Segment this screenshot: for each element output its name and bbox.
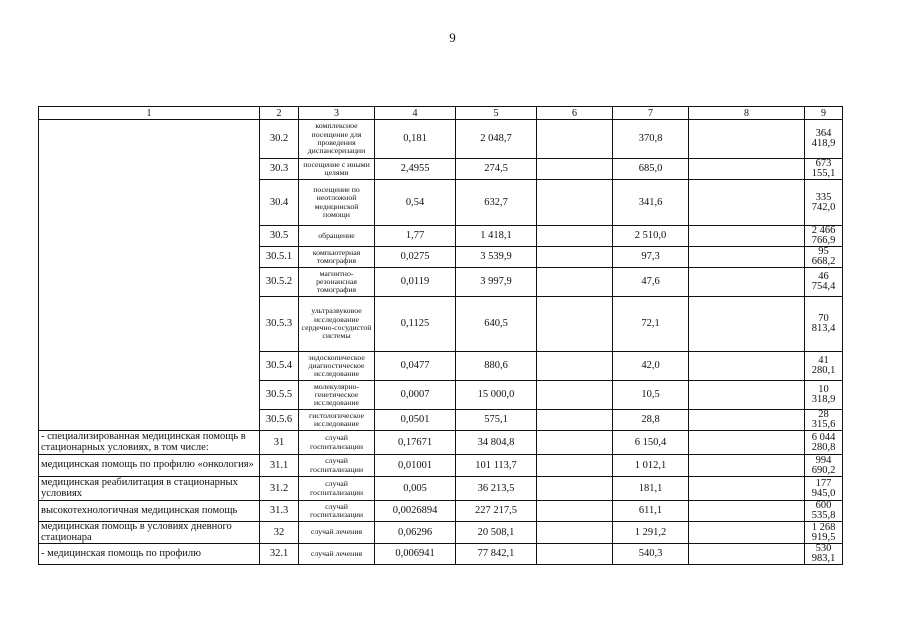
cell-c3: 0,01001 — [375, 455, 456, 477]
cell-c4: 77 842,1 — [456, 544, 537, 565]
cell-c8: 6 044 280,8 — [805, 431, 843, 455]
cell-c7 — [689, 501, 805, 522]
cell-c3: 0,006941 — [375, 544, 456, 565]
cell-c5 — [537, 352, 613, 381]
cell-c6: 6 150,4 — [613, 431, 689, 455]
cell-c4: 20 508,1 — [456, 522, 537, 544]
cell-c3: 0,0119 — [375, 268, 456, 297]
cell-c5 — [537, 455, 613, 477]
cell-c6: 28,8 — [613, 410, 689, 431]
table-row — [39, 544, 843, 565]
row-code-cell: 31.3 — [260, 501, 299, 522]
cell-c8: 994 690,2 — [805, 455, 843, 477]
cell-c6: 97,3 — [613, 247, 689, 268]
cell-c5 — [537, 180, 613, 226]
table-body — [39, 107, 843, 565]
service-unit-cell: случай госпитализации — [299, 477, 375, 501]
cell-c8: 364 418,9 — [805, 120, 843, 159]
cell-c7 — [689, 477, 805, 501]
cell-c6: 370,8 — [613, 120, 689, 159]
cell-c3: 0,06296 — [375, 522, 456, 544]
cell-c8: 10 318,9 — [805, 381, 843, 410]
cell-c5 — [537, 247, 613, 268]
cell-c7 — [689, 410, 805, 431]
cell-c4: 34 804,8 — [456, 431, 537, 455]
cell-c6: 47,6 — [613, 268, 689, 297]
service-unit-cell: случай госпитализации — [299, 455, 375, 477]
service-unit-cell: посещение с иными целями — [299, 159, 375, 180]
row-code-cell: 30.2 — [260, 120, 299, 159]
row-code-cell: 30.5.5 — [260, 381, 299, 410]
cell-c8: 177 945,0 — [805, 477, 843, 501]
cell-c3: 0,17671 — [375, 431, 456, 455]
cell-c7 — [689, 297, 805, 352]
service-unit-cell: комплексное посещение для проведения диспансеризации — [299, 120, 375, 159]
row-code-cell: 30.3 — [260, 159, 299, 180]
cell-c7 — [689, 226, 805, 247]
table-row — [39, 455, 843, 477]
service-unit-cell: молекулярно-генетическое исследование — [299, 381, 375, 410]
cell-c7 — [689, 159, 805, 180]
cell-c4: 3 997,9 — [456, 268, 537, 297]
cell-c8: 673 155,1 — [805, 159, 843, 180]
cell-c4: 880,6 — [456, 352, 537, 381]
cell-c5 — [537, 226, 613, 247]
cell-c8: 46 754,4 — [805, 268, 843, 297]
cell-c6: 42,0 — [613, 352, 689, 381]
cell-c3: 0,0501 — [375, 410, 456, 431]
cell-c4: 3 539,9 — [456, 247, 537, 268]
row-code-cell: 31.2 — [260, 477, 299, 501]
page-number: 9 — [449, 30, 456, 45]
cell-c3: 0,005 — [375, 477, 456, 501]
cell-c4: 227 217,5 — [456, 501, 537, 522]
cell-c5 — [537, 159, 613, 180]
cell-c6: 72,1 — [613, 297, 689, 352]
cell-c7 — [689, 455, 805, 477]
cell-c7 — [689, 352, 805, 381]
service-unit-cell: обращение — [299, 226, 375, 247]
cell-c3: 0,0477 — [375, 352, 456, 381]
cell-c4: 640,5 — [456, 297, 537, 352]
header-cell: 5 — [456, 107, 537, 120]
row-code-cell: 30.5.1 — [260, 247, 299, 268]
table-header-row — [39, 107, 843, 120]
cell-c6: 1 291,2 — [613, 522, 689, 544]
service-unit-cell: эндоскопическое диагностическое исследование — [299, 352, 375, 381]
row-code-cell: 30.5.2 — [260, 268, 299, 297]
service-unit-cell: случай лечения — [299, 544, 375, 565]
cell-c5 — [537, 522, 613, 544]
service-unit-cell: случай госпитализации — [299, 431, 375, 455]
header-cell: 1 — [39, 107, 260, 120]
cell-c3: 0,0007 — [375, 381, 456, 410]
table-row — [39, 522, 843, 544]
cell-c5 — [537, 477, 613, 501]
service-unit-cell: гистологическое исследование — [299, 410, 375, 431]
cell-c7 — [689, 431, 805, 455]
cell-c5 — [537, 410, 613, 431]
row-code-cell: 30.5.6 — [260, 410, 299, 431]
cell-c4: 1 418,1 — [456, 226, 537, 247]
row-code-cell: 31.1 — [260, 455, 299, 477]
table-row — [39, 477, 843, 501]
cell-c8: 2 466 766,9 — [805, 226, 843, 247]
cell-c5 — [537, 120, 613, 159]
service-unit-cell: посещение по неотложной медицинской помощи — [299, 180, 375, 226]
row-name-cell: медицинская реабилитация в стационарных условиях — [39, 477, 260, 501]
cell-c8: 335 742,0 — [805, 180, 843, 226]
cell-c6: 685,0 — [613, 159, 689, 180]
row-code-cell: 30.5.4 — [260, 352, 299, 381]
cell-c8: 600 535,8 — [805, 501, 843, 522]
row-code-cell: 32 — [260, 522, 299, 544]
row-name-cell: высокотехнологичная медицинская помощь — [39, 501, 260, 522]
header-cell: 3 — [299, 107, 375, 120]
cell-c7 — [689, 247, 805, 268]
cell-c3: 0,54 — [375, 180, 456, 226]
cell-c4: 36 213,5 — [456, 477, 537, 501]
cell-c5 — [537, 501, 613, 522]
header-cell: 6 — [537, 107, 613, 120]
cell-c3: 0,0026894 — [375, 501, 456, 522]
cell-c7 — [689, 268, 805, 297]
row-code-cell: 32.1 — [260, 544, 299, 565]
cell-c3: 0,1125 — [375, 297, 456, 352]
cell-c8: 530 983,1 — [805, 544, 843, 565]
row-name-cell: - специализированная медицинская помощь в стационарных условиях, в том числе: — [39, 431, 260, 455]
cell-c4: 101 113,7 — [456, 455, 537, 477]
header-cell: 2 — [260, 107, 299, 120]
cell-c4: 575,1 — [456, 410, 537, 431]
cell-c6: 181,1 — [613, 477, 689, 501]
service-unit-cell: случай госпитализации — [299, 501, 375, 522]
row-name-cell: - медицинская помощь по профилю — [39, 544, 260, 565]
cell-c8: 28 315,6 — [805, 410, 843, 431]
cell-c7 — [689, 381, 805, 410]
merged-blank-cell — [39, 120, 260, 431]
cell-c6: 2 510,0 — [613, 226, 689, 247]
cell-c7 — [689, 120, 805, 159]
cell-c7 — [689, 522, 805, 544]
row-name-cell: медицинская помощь по профилю «онкология» — [39, 455, 260, 477]
cell-c5 — [537, 381, 613, 410]
cell-c4: 15 000,0 — [456, 381, 537, 410]
row-name-cell: медицинская помощь в условиях дневного стационара — [39, 522, 260, 544]
cell-c7 — [689, 544, 805, 565]
service-unit-cell: компьютерная томография — [299, 247, 375, 268]
cell-c4: 274,5 — [456, 159, 537, 180]
header-cell: 8 — [689, 107, 805, 120]
cell-c8: 70 813,4 — [805, 297, 843, 352]
header-cell: 7 — [613, 107, 689, 120]
cell-c6: 540,3 — [613, 544, 689, 565]
cell-c6: 341,6 — [613, 180, 689, 226]
data-table — [38, 106, 843, 565]
cell-c6: 1 012,1 — [613, 455, 689, 477]
cell-c3: 0,181 — [375, 120, 456, 159]
row-code-cell: 30.5.3 — [260, 297, 299, 352]
cell-c5 — [537, 431, 613, 455]
table-row — [39, 120, 843, 159]
table-row — [39, 501, 843, 522]
cell-c4: 632,7 — [456, 180, 537, 226]
cell-c3: 0,0275 — [375, 247, 456, 268]
row-code-cell: 30.4 — [260, 180, 299, 226]
cell-c4: 2 048,7 — [456, 120, 537, 159]
header-cell: 4 — [375, 107, 456, 120]
row-code-cell: 30.5 — [260, 226, 299, 247]
cell-c8: 1 268 919,5 — [805, 522, 843, 544]
cell-c8: 41 280,1 — [805, 352, 843, 381]
cell-c3: 2,4955 — [375, 159, 456, 180]
cell-c6: 10,5 — [613, 381, 689, 410]
row-code-cell: 31 — [260, 431, 299, 455]
service-unit-cell: случай лечения — [299, 522, 375, 544]
header-cell: 9 — [805, 107, 843, 120]
service-unit-cell: ультразвуковое исследование сердечно-сосудистой системы — [299, 297, 375, 352]
service-unit-cell: магнитно-резонансная томография — [299, 268, 375, 297]
cell-c6: 611,1 — [613, 501, 689, 522]
cell-c7 — [689, 180, 805, 226]
cell-c5 — [537, 297, 613, 352]
cell-c3: 1,77 — [375, 226, 456, 247]
cell-c5 — [537, 544, 613, 565]
table-row — [39, 431, 843, 455]
cell-c8: 95 668,2 — [805, 247, 843, 268]
cell-c5 — [537, 268, 613, 297]
